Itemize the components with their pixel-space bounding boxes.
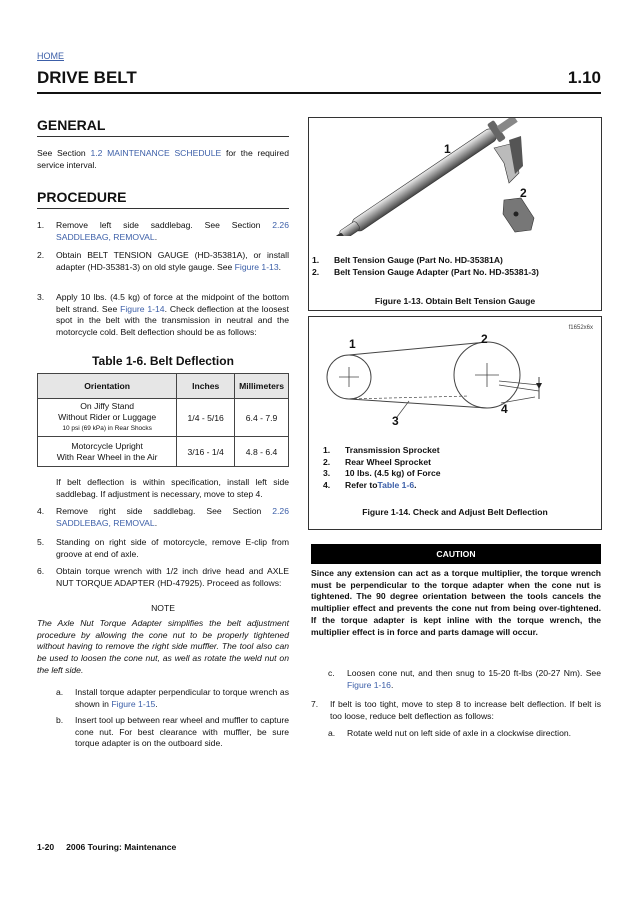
callout-1: 1	[349, 337, 356, 351]
step-text: Loosen cone nut, and then snug to 15-20 ft-lbs (20-27 Nm). See	[347, 668, 601, 678]
step-text: Obtain torque wrench with 1/2 inch drive head and AXLE NUT TORQUE ADAPTER (HD-47925). Proceed as follows:	[56, 566, 289, 588]
general-heading: GENERAL	[37, 117, 106, 133]
step-number: 5.	[37, 537, 45, 547]
note-body: The Axle Nut Torque Adapter simplifies the belt adjustment procedure by allowing the cone nut to be properly tightened without having to remove the right side muffler. The tool also can be used to loosen the cone nut, as well as rotate the weld nut on the left side.	[37, 618, 289, 675]
header-rule	[37, 92, 601, 94]
general-rule	[37, 136, 289, 137]
legend-item	[323, 445, 593, 457]
legend-number: 2.	[312, 266, 320, 277]
figure-1-14	[308, 316, 602, 530]
step-text: If belt is too tight, move to step 8 to increase belt deflection. If belt is too loose, reduce belt deflection as follows:	[330, 699, 601, 721]
table-header-cell: Orientation	[38, 374, 177, 399]
sub-step-a2	[328, 728, 601, 752]
caution-banner: CAUTION	[311, 544, 601, 564]
step-3	[37, 292, 289, 340]
legend-number: 4.	[323, 480, 331, 491]
legend-item	[312, 267, 598, 279]
figure-1-14-legend	[323, 445, 593, 492]
table-row	[38, 399, 289, 437]
figure-1-13	[308, 117, 602, 311]
step-text: Remove right side saddlebag. See Section	[56, 506, 273, 516]
step-2	[37, 250, 289, 286]
sub-step-a	[56, 687, 289, 711]
callout-3: 3	[392, 414, 399, 428]
caution-text: Since any extension can act as a torque multiplier, the torque wrench must be perpendicular to the torque adapter when the cone nut is tightened. The 90 degree orientation between the tools cancels the multiplier effect and prevents the cone nut from being over-tightened. If the torque adapter is kept inline with the torque wrench, the multiplier effect is in force and parts damage will occur.	[311, 568, 601, 637]
page-number: 1-20	[37, 842, 55, 852]
table-row	[38, 437, 289, 467]
table-cell-millimeters: 4.8 - 6.4	[235, 437, 289, 467]
callout-4: 4	[501, 402, 508, 416]
sub-step-c	[328, 668, 601, 692]
procedure-heading: PROCEDURE	[37, 189, 127, 205]
step-5	[37, 537, 289, 561]
legend-number: 1.	[312, 255, 320, 265]
page-footer	[37, 842, 176, 852]
figure-1-15-link[interactable]: Figure 1-15	[111, 698, 156, 709]
table-cell-inches: 1/4 - 5/16	[177, 399, 235, 437]
figure-1-13-legend	[312, 255, 598, 278]
figure-1-14-link[interactable]: Figure 1-14	[120, 303, 165, 314]
figure-1-13-caption: Figure 1-13. Obtain Belt Tension Gauge	[374, 296, 536, 306]
legend-text: Belt Tension Gauge Adapter (Part No. HD-35381-3)	[334, 266, 539, 277]
general-text-end: for the required service interval.	[37, 148, 289, 170]
step-number: b.	[56, 715, 64, 725]
page-title: DRIVE BELT	[37, 68, 137, 87]
after-table-paragraph: If belt deflection is within specification, install left side saddlebag. If adjustment is necessary, move to step 4.	[56, 477, 289, 499]
note-title: NOTE	[151, 603, 175, 613]
step-text-end: .	[278, 261, 282, 272]
legend-text-end: .	[414, 480, 417, 491]
step-number: 2.	[37, 250, 45, 260]
table-cell-orientation	[38, 437, 177, 467]
legend-text: Refer to	[345, 480, 378, 491]
callout-1: 1	[444, 142, 451, 156]
saddlebag-removal-link[interactable]: 2.26 SADDLEBAG, REMOVAL	[56, 506, 289, 528]
step-text: Remove left side saddlebag. See Section	[56, 220, 273, 230]
table-header-cell: Millimeters	[235, 374, 289, 399]
step-number: 7.	[311, 699, 319, 709]
belt-deflection-illustration	[309, 317, 601, 427]
maintenance-schedule-link[interactable]: 1.2 MAINTENANCE SCHEDULE	[90, 148, 222, 158]
step-7	[311, 699, 601, 723]
legend-number: 3.	[323, 468, 331, 479]
legend-text: 10 lbs. (4.5 kg) of Force	[345, 468, 441, 479]
callout-2: 2	[520, 186, 527, 200]
step-text-end: .	[155, 698, 158, 709]
step-text: Rotate weld nut on left side of axle in a clockwise direction.	[347, 728, 572, 738]
legend-text: Transmission Sprocket	[345, 445, 440, 455]
home-link[interactable]: HOME	[37, 51, 64, 61]
step-number: 6.	[37, 566, 45, 576]
callout-2: 2	[481, 332, 488, 346]
belt-tension-gauge-illustration	[309, 118, 601, 236]
legend-number: 2.	[323, 456, 331, 467]
figure-code: f1652x6x	[568, 325, 593, 331]
step-6	[37, 566, 289, 602]
figure-1-14-caption: Figure 1-14. Check and Adjust Belt Deflection	[362, 507, 548, 517]
section-number: 1.10	[567, 68, 601, 87]
step-text: Obtain BELT TENSION GAUGE (HD-35381A), or install adapter (HD-35381-3) on old style gauge. See	[56, 250, 289, 272]
step-number: c.	[328, 668, 335, 678]
legend-text: Rear Wheel Sprocket	[345, 456, 431, 467]
general-paragraph	[37, 148, 289, 171]
step-text-end: .	[154, 231, 158, 242]
legend-number: 1.	[323, 445, 331, 455]
cell-line: Motorcycle Upright	[71, 440, 143, 451]
step-number: 4.	[37, 506, 45, 516]
legend-item	[323, 468, 593, 480]
cell-line: On Jiffy Stand	[80, 401, 135, 411]
table-title: Table 1-6. Belt Deflection	[92, 354, 234, 368]
cell-line: Without Rider or Luggage	[58, 412, 157, 422]
legend-item	[312, 255, 598, 267]
step-text: Standing on right side of motorcycle, remove E-clip from groove at end of axle.	[56, 537, 289, 559]
table-cell-millimeters: 6.4 - 7.9	[235, 399, 289, 437]
table-header-cell: Inches	[177, 374, 235, 399]
figure-1-13-link[interactable]: Figure 1-13	[234, 261, 279, 272]
step-4	[37, 506, 289, 530]
legend-item	[323, 480, 593, 492]
legend-item	[323, 457, 593, 469]
sub-step-b	[56, 715, 289, 751]
cell-line: With Rear Wheel in the Air	[56, 451, 158, 462]
table-cell-orientation	[38, 399, 177, 437]
cell-line-small: 10 psi (69 kPa) in Rear Shocks	[62, 425, 152, 432]
general-text: See Section	[37, 148, 91, 158]
step-text: Insert tool up between rear wheel and muffler to capture cone nut. For best clearance with muffler, be sure torque adapter is on the outboard side.	[75, 715, 289, 749]
legend-text: Belt Tension Gauge (Part No. HD-35381A)	[334, 255, 503, 265]
belt-deflection-table	[37, 373, 289, 467]
step-number: 1.	[37, 220, 45, 230]
step-number: 3.	[37, 292, 45, 302]
step-1	[37, 220, 289, 244]
step-text-end: . Check deflection at the loosest spot in the belt with the transmission in neutral and the motorcycle cold. Belt deflection should be as follows:	[56, 303, 289, 338]
table-cell-inches: 3/16 - 1/4	[177, 437, 235, 467]
table-1-6-link[interactable]: Table 1-6	[377, 480, 415, 491]
step-number: a.	[328, 728, 336, 738]
step-number: a.	[56, 687, 64, 697]
step-text: Install torque adapter perpendicular to torque wrench as shown in	[75, 687, 289, 709]
table-header-row	[38, 374, 289, 399]
procedure-rule	[37, 208, 289, 209]
saddlebag-removal-link[interactable]: 2.26 SADDLEBAG, REMOVAL	[56, 220, 289, 242]
step-text-end: .	[154, 517, 158, 528]
step-text: Apply 10 lbs. (4.5 kg) of force at the midpoint of the bottom belt strand. See	[56, 292, 289, 314]
manual-title: 2006 Touring: Maintenance	[66, 842, 177, 852]
figure-1-16-link[interactable]: Figure 1-16	[347, 679, 391, 690]
step-text-end: .	[390, 679, 394, 690]
